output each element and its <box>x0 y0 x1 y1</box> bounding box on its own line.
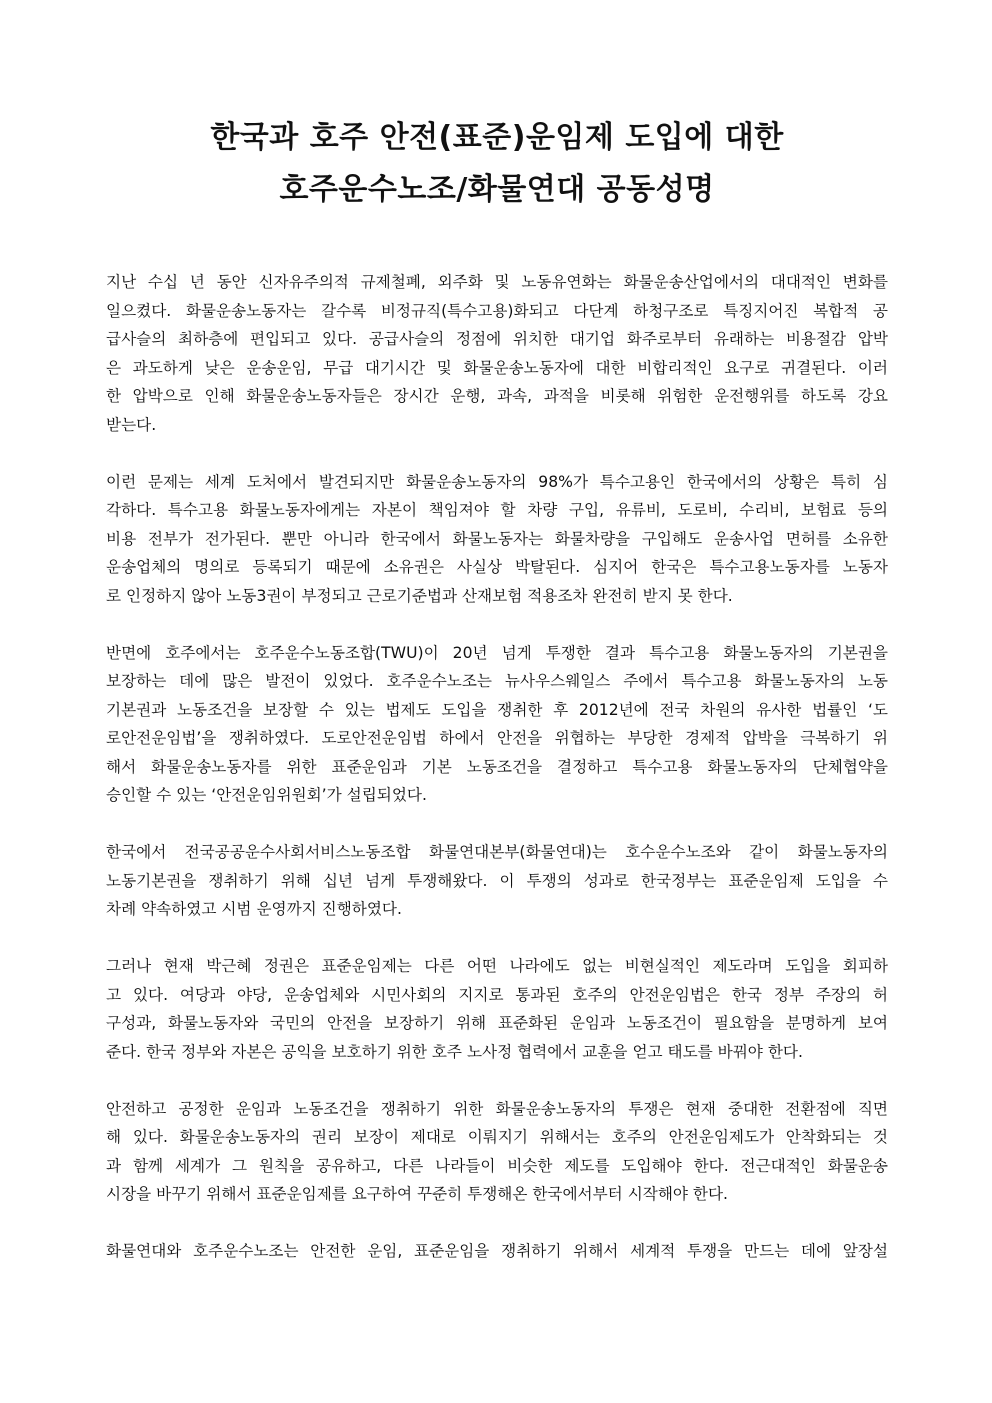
document-title <box>106 112 888 216</box>
paragraph-line: 받는다. <box>106 415 157 434</box>
paragraph-line: 기본권과 노동조건을 보장할 수 있는 법제도 도입을 쟁취한 후 2012년에 전국 차원의 유사한 법률인 ‘도 <box>106 700 888 719</box>
paragraph-line: 은 과도하게 낮은 운송운임, 무급 대기시간 및 화물운송노동자에 대한 비합리적인 요구로 귀결된다. 이러 <box>106 358 888 377</box>
paragraph-7 <box>106 1237 888 1266</box>
paragraph-line: 보장하는 데에 많은 발전이 있었다. 호주운수노조는 뉴사우스웨일스 주에서 특수고용 화물노동자의 노동 <box>106 672 888 690</box>
paragraph-line: 구성과, 화물노동자와 국민의 안전을 보장하기 위해 표준화된 운임과 노동조건이 필요함을 분명하게 보여 <box>106 1014 888 1032</box>
paragraph-line: 해 있다. 화물운송노동자의 권리 보장이 제대로 이뤄지기 위해서는 호주의 안전운임제도가 안착화되는 것 <box>106 1128 888 1146</box>
paragraph-line: 비용 전부가 전가된다. 뿐만 아니라 한국에서 화물노동자는 화물차량을 구입해도 운송사업 면허를 소유한 <box>106 529 888 548</box>
title-line-1: 한국과 호주 안전(표준)운임제 도입에 대한 <box>210 120 784 155</box>
paragraph-line: 한국에서 전국공공운수사회서비스노동조합 화물연대본부(화물연대)는 호수운수노조와 같이 화물노동자의 <box>106 843 888 861</box>
paragraph-line: 해서 화물운송노동자를 위한 표준운임과 기본 노동조건을 결정하고 특수고용 화물노동자의 단체협약을 <box>106 757 888 776</box>
paragraph-line: 이런 문제는 세계 도처에서 발견되지만 화물운송노동자의 98%가 특수고용인 한국에서의 상황은 특히 심 <box>106 472 888 491</box>
paragraph-3 <box>106 639 888 810</box>
paragraph-line: 승인할 수 있는 ‘안전운임위원회’가 설립되었다. <box>106 786 427 804</box>
paragraph-line: 차례 약속하였고 시범 운영까지 진행하였다. <box>106 900 402 918</box>
paragraph-line: 안전하고 공정한 운임과 노동조건을 쟁취하기 위한 화물운송노동자의 투쟁은 현재 중대한 전환점에 직면 <box>106 1099 888 1118</box>
paragraph-line: 한 압박으로 인해 화물운송노동자들은 장시간 운행, 과속, 과적을 비롯해 위험한 운전행위를 하도록 강요 <box>106 387 888 405</box>
paragraph-line: 그러나 현재 박근혜 정권은 표준운임제는 다른 어떤 나라에도 없는 비현실적인 제도라며 도입을 회피하 <box>106 957 888 975</box>
paragraph-line: 고 있다. 여당과 야당, 운송업체와 시민사회의 지지로 통과된 호주의 안전운임법은 한국 정부 주장의 허 <box>106 985 888 1004</box>
paragraph-line: 운송업체의 명의로 등록되기 때문에 소유권은 사실상 박탈된다. 심지어 한국은 특수고용노동자를 노동자 <box>106 558 888 576</box>
paragraph-line: 급사슬의 최하층에 편입되고 있다. 공급사슬의 정점에 위치한 대기업 화주로부터 유래하는 비용절감 압박 <box>106 330 888 348</box>
paragraph-2 <box>106 468 888 611</box>
paragraph-line: 화물연대와 호주운수노조는 안전한 운임, 표준운임을 쟁취하기 위해서 세계적 투쟁을 만드는 데에 앞장설 <box>106 1242 888 1260</box>
paragraph-line: 노동기본권을 쟁취하기 위해 십년 넘게 투쟁해왔다. 이 투쟁의 성과로 한국정부는 표준운임제 도입을 수 <box>106 871 888 890</box>
paragraph-5 <box>106 952 888 1066</box>
paragraph-line: 로 인정하지 않아 노동3권이 부정되고 근로기준법과 산재보험 적용조차 완전히 받지 못 한다. <box>106 586 733 605</box>
document-body <box>106 268 888 1266</box>
paragraph-line: 지난 수십 년 동안 신자유주의적 규제철폐, 외주화 및 노동유연화는 화물운송산업에서의 대대적인 변화를 <box>106 273 888 291</box>
paragraph-line: 로안전운임법’을 쟁취하였다. 도로안전운임법 하에서 안전을 위협하는 부당한 경제적 압박을 극복하기 위 <box>106 729 888 747</box>
paragraph-line: 준다. 한국 정부와 자본은 공익을 보호하기 위한 호주 노사정 협력에서 교훈을 얻고 태도를 바꿔야 한다. <box>106 1042 803 1061</box>
paragraph-line: 일으켰다. 화물운송노동자는 갈수록 비정규직(특수고용)화되고 다단계 하청구조로 특징지어진 복합적 공 <box>106 301 888 320</box>
paragraph-line: 시장을 바꾸기 위해서 표준운임제를 요구하여 꾸준히 투쟁해온 한국에서부터 시작해야 한다. <box>106 1185 728 1203</box>
paragraph-6 <box>106 1095 888 1209</box>
paragraph-1 <box>106 268 888 439</box>
paragraph-4 <box>106 838 888 924</box>
title-line-2: 호주운수노조/화물연대 공동성명 <box>279 172 715 207</box>
paragraph-line: 각하다. 특수고용 화물노동자에게는 자본이 책임져야 할 차량 구입, 유류비, 도로비, 수리비, 보험료 등의 <box>106 501 888 519</box>
paragraph-line: 반면에 호주에서는 호주운수노동조합(TWU)이 20년 넘게 투쟁한 결과 특수고용 화물노동자의 기본권을 <box>106 643 888 662</box>
paragraph-line: 과 함께 세계가 그 원칙을 공유하고, 다른 나라들이 비슷한 제도를 도입해야 한다. 전근대적인 화물운송 <box>106 1156 888 1175</box>
